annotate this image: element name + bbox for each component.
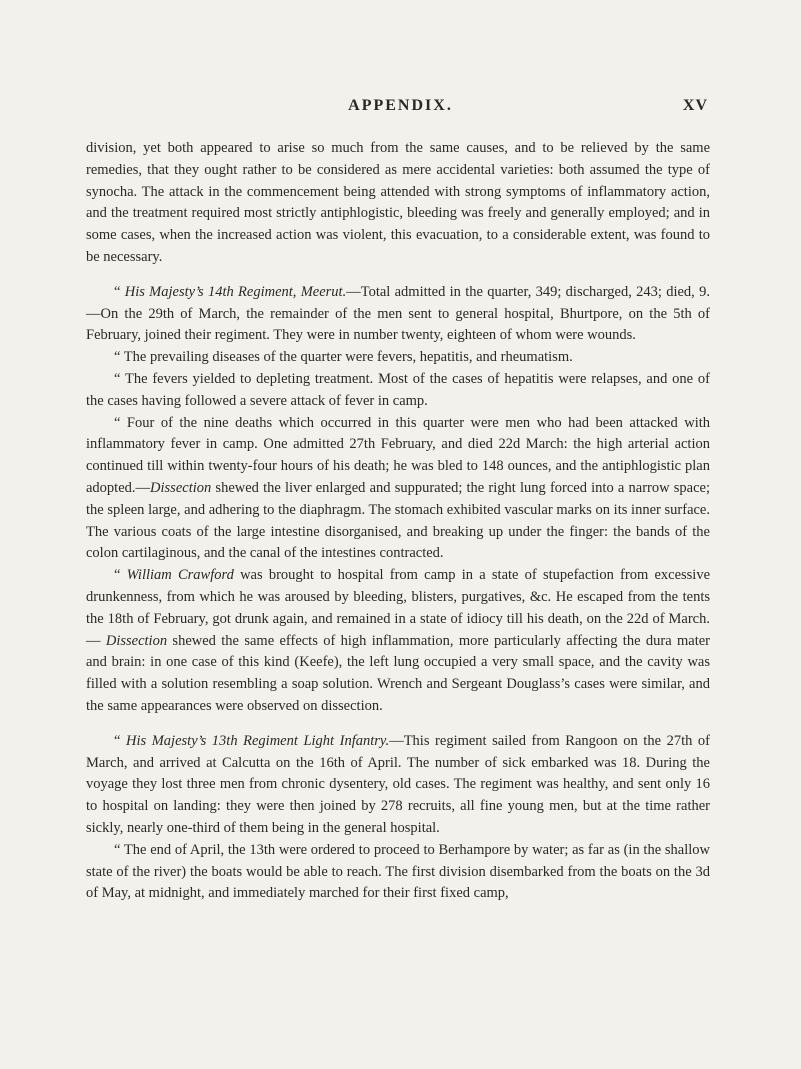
paragraph	[86, 840, 710, 905]
text-run: was brought to hospital from camp in a state of stupefaction from excessive drunkenness, from which he was aroused by bleeding, blisters, purgatives, &c. He escaped from the tents the 18th of February, got drunk again, and remained in a state of idiocy till his death, on the 22d of March.—	[86, 567, 711, 649]
text-run: division, yet both appeared to arise so much from the same causes, and to be relieved by the same remedies, that they ought rather to be considered as mere accidental varieties: both assumed the type of synocha. The attack in the commencement being attended with strong symptoms of inflammatory action, and the treatment required most strictly antiphlogistic, bleeding was freely and generally employed; and in some cases, when the increased action was violent, this evacuation, to a considerable extent, was found to be necessary.	[86, 140, 710, 265]
italic-name: William Crawford	[126, 567, 234, 584]
paragraph	[86, 138, 710, 269]
text-run: shewed the liver enlarged and suppurated; the right lung forced into a narrow space; the spleen large, and adhering to the diaphragm. The stomach exhibited vascular marks on its inner surface. The various coats of the large intestine disorganised, and breaking up under the finger: the bands of the colon cartilaginous, and the canal of the intestines contracted.	[86, 479, 710, 562]
page-header	[0, 97, 801, 121]
text-run: “	[114, 732, 127, 749]
text-run: “ Four of the nine deaths which occurred in this quarter were men who had been attacked with inflammatory fever in camp. One admitted 27th February, and died 22d March: the high arterial action continued till within twenty-four hours of his death; he was bled to 148 ounces, and the antiphlogistic plan adopted.—	[86, 414, 710, 496]
text-run: “	[114, 283, 125, 300]
paragraph	[86, 369, 710, 413]
running-head: APPENDIX.	[348, 97, 453, 114]
italic-heading: His Majesty’s 14th Regiment, Meerut.	[124, 283, 347, 300]
text-run: “ The prevailing diseases of the quarter were fevers, hepatitis, and rheumatism.	[114, 349, 573, 366]
paragraph	[86, 282, 710, 347]
italic-term: Dissection	[105, 632, 168, 649]
text-run: “	[114, 567, 127, 584]
paragraph	[86, 413, 710, 566]
italic-term: Dissection	[150, 479, 212, 496]
text-run: shewed the same effects of high inflammation, more particularly affecting the dura mater and brain: in one case of this kind (Keefe), the left lung occupied a very small space, and the cavity was filled with a solution resembling a soap solution. Wrench and Sergeant Douglass’s cases were similar, and the same appearances were observed on dissection.	[86, 632, 711, 714]
paragraph	[86, 347, 710, 369]
body-text	[86, 138, 710, 905]
text-run: —This regiment sailed from Rangoon on the 27th of March, and arrived at Calcutta on the 16th of April. The number of sick embarked was 18. During the voyage they lost three men from chronic dysentery, old cases. The regiment was healthy, and sent only 16 to hospital on landing: they were then joined by 278 recruits, all fine young men, but at the time rather sickly, nearly one-third of them being in the general hospital.	[86, 732, 710, 836]
text-run: “ The fevers yielded to depleting treatment. Most of the cases of hepatitis were relapses, and one of the cases having followed a severe attack of fever in camp.	[86, 370, 710, 409]
italic-heading: His Majesty’s 13th Regiment Light Infantry.	[126, 732, 390, 749]
paragraph	[86, 565, 710, 718]
text-run: —Total admitted in the quarter, 349; discharged, 243; died, 9.—On the 29th of March, the remainder of the men sent to general hospital, Bhurtpore, on the 5th of February, joined their regiment. They were in number twenty, eighteen of whom were wounds.	[86, 283, 710, 344]
paragraph	[86, 731, 710, 840]
text-run: “ The end of April, the 13th were ordered to proceed to Berhampore by water; as far as (in the shallow state of the river) the boats would be able to reach. The first division disembarked from the boats on the 3d of May, at midnight, and immediately marched for their first fixed camp,	[86, 841, 710, 902]
page-number: XV	[682, 97, 708, 114]
